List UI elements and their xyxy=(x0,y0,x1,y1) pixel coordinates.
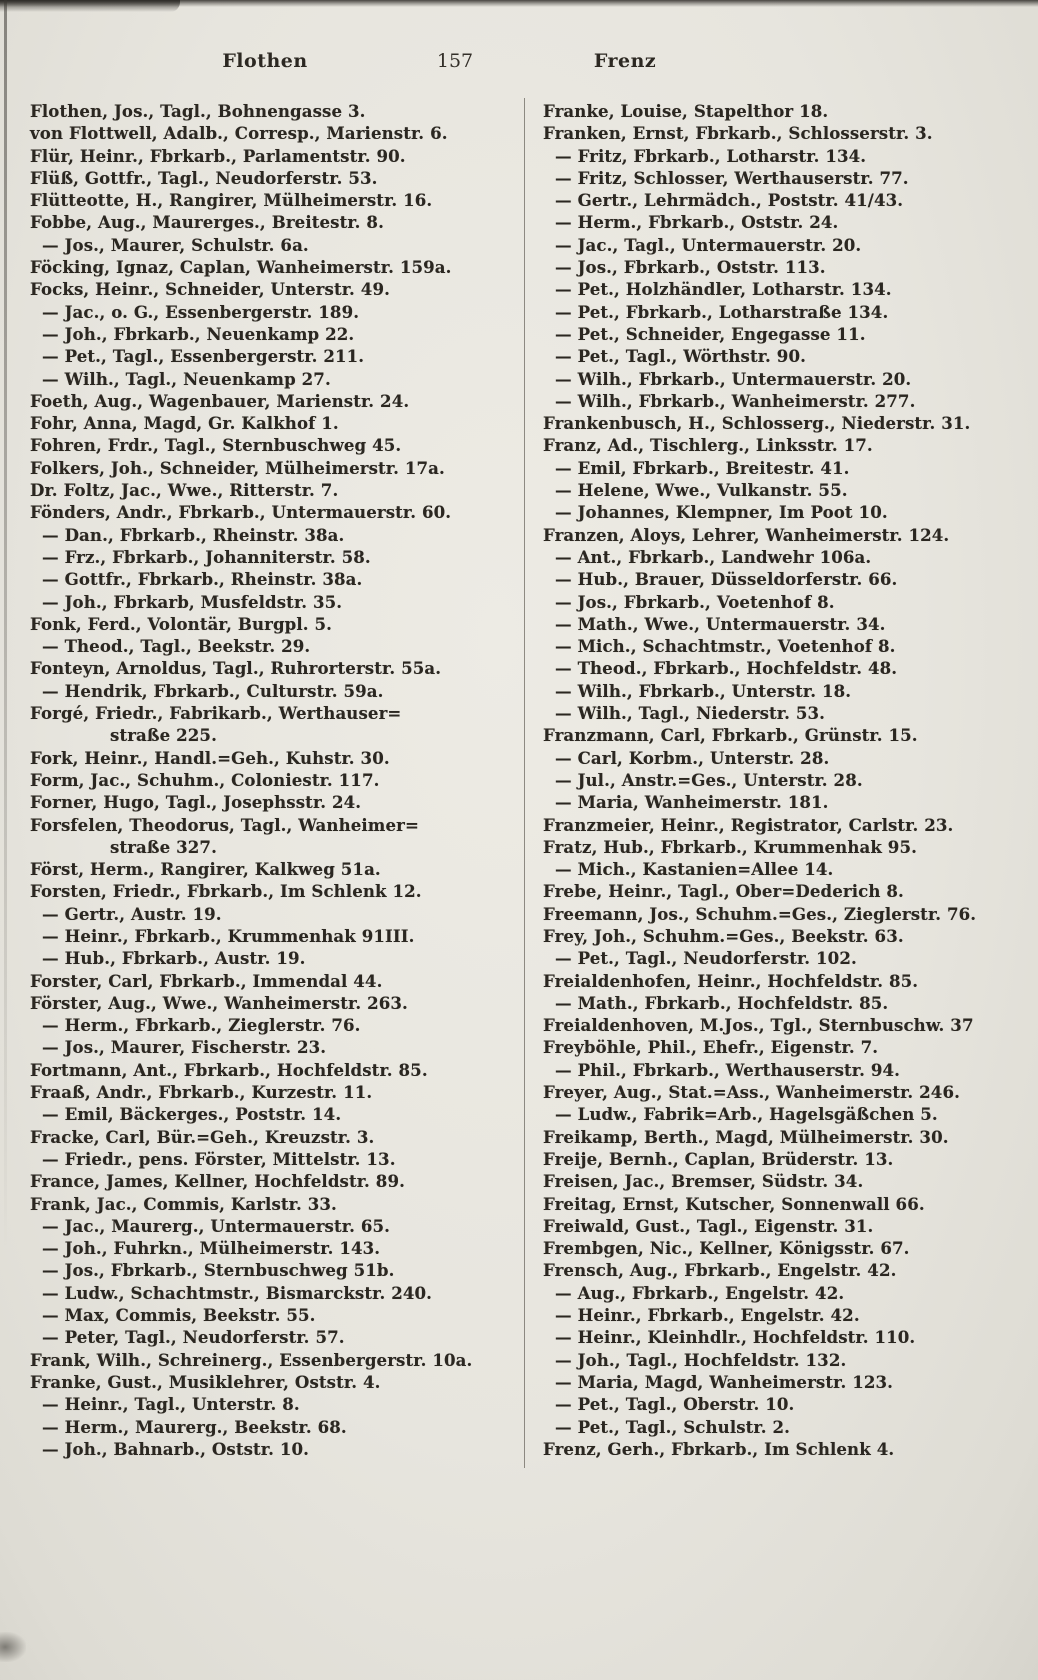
directory-entry-line: Frankenbusch, H., Schlosserg., Niederstr. 31. xyxy=(543,413,971,434)
directory-entry-line: Först, Herm., Rangirer, Kalkweg 51a. xyxy=(30,859,381,880)
page-number: 157 xyxy=(436,50,474,72)
directory-entry-line: — Heinr., Fbrkarb., Krummenhak 91III. xyxy=(42,925,415,946)
directory-entry-line: Frank, Wilh., Schreinerg., Essenbergerstr. 10a. xyxy=(30,1349,473,1370)
directory-entry-line: Focks, Heinr., Schneider, Unterstr. 49. xyxy=(30,279,390,300)
directory-entry-line: — Jac., Tagl., Untermauerstr. 20. xyxy=(555,234,862,255)
directory-entry-line: Freiwald, Gust., Tagl., Eigenstr. 31. xyxy=(543,1215,874,1236)
directory-entry-line: — Frz., Fbrkarb., Johanniterstr. 58. xyxy=(42,546,371,567)
directory-entry-line: — Wilh., Tagl., Niederstr. 53. xyxy=(555,703,826,724)
directory-entry-line: — Emil, Fbrkarb., Breitestr. 41. xyxy=(555,457,850,478)
directory-entry-line: — Hub., Brauer, Düsseldorferstr. 66. xyxy=(555,569,898,590)
directory-entry-line: — Jac., Maurerg., Untermauerstr. 65. xyxy=(42,1215,390,1236)
directory-entry-line: — Mich., Kastanien=Allee 14. xyxy=(555,859,834,880)
directory-entry-line: — Joh., Tagl., Hochfeldstr. 132. xyxy=(555,1349,847,1370)
header-keyword-right: Frenz xyxy=(593,50,657,72)
directory-entry-line: Freialdenhoven, M.Jos., Tgl., Sternbuschw. 37 xyxy=(543,1015,974,1036)
left-column xyxy=(30,100,512,1460)
directory-entry-line: — Aug., Fbrkarb., Engelstr. 42. xyxy=(555,1282,845,1303)
directory-entry-line: Folkers, Joh., Schneider, Mülheimerstr. 17a. xyxy=(30,457,445,478)
directory-entry-line: Freialdenhofen, Heinr., Hochfeldstr. 85. xyxy=(543,970,919,991)
directory-entry-line: Frank, Jac., Commis, Karlstr. 33. xyxy=(30,1193,337,1214)
directory-entry-line: — Fritz, Fbrkarb., Lotharstr. 134. xyxy=(555,145,867,166)
directory-entry-line: Freyböhle, Phil., Ehefr., Eigenstr. 7. xyxy=(543,1037,879,1058)
directory-entry-line: Flüß, Gottfr., Tagl., Neudorferstr. 53. xyxy=(30,167,378,188)
directory-entry-line: — Heinr., Fbrkarb., Engelstr. 42. xyxy=(555,1305,860,1326)
directory-entry-line: — Gottfr., Fbrkarb., Rheinstr. 38a. xyxy=(42,569,363,590)
directory-entry-line: — Friedr., pens. Förster, Mittelstr. 13. xyxy=(42,1148,396,1169)
directory-entry-line: — Heinr., Kleinhdlr., Hochfeldstr. 110. xyxy=(555,1327,916,1348)
header-keyword-left: Flothen xyxy=(222,50,308,72)
directory-entry-line: Frembgen, Nic., Kellner, Königsstr. 67. xyxy=(543,1238,910,1259)
directory-entry-line: Flür, Heinr., Fbrkarb., Parlamentstr. 90. xyxy=(30,145,406,166)
directory-entry-line: Förster, Aug., Wwe., Wanheimerstr. 263. xyxy=(30,992,408,1013)
directory-entry-line: Frenz, Gerh., Fbrkarb., Im Schlenk 4. xyxy=(543,1438,895,1459)
column-divider-rule xyxy=(524,98,525,1468)
directory-entry-line: — Ant., Fbrkarb., Landwehr 106a. xyxy=(555,546,872,567)
directory-entry-line: Franzmeier, Heinr., Registrator, Carlstr. 23. xyxy=(543,814,954,835)
directory-entry-line: Franzmann, Carl, Fbrkarb., Grünstr. 15. xyxy=(543,725,918,746)
directory-entry-line: — Ludw., Schachtmstr., Bismarckstr. 240. xyxy=(42,1282,433,1303)
directory-entry-line: — Theod., Tagl., Beekstr. 29. xyxy=(42,636,311,657)
directory-entry-line: France, James, Kellner, Hochfeldstr. 89. xyxy=(30,1171,405,1192)
directory-entry-line: — Jul., Anstr.=Ges., Unterstr. 28. xyxy=(555,769,863,790)
directory-entry-line: Foeth, Aug., Wagenbauer, Marienstr. 24. xyxy=(30,390,410,411)
directory-entry-line: — Pet., Tagl., Schulstr. 2. xyxy=(555,1416,791,1437)
directory-entry-line: — Joh., Bahnarb., Oststr. 10. xyxy=(42,1438,310,1459)
directory-entry-line: — Gertr., Lehrmädch., Poststr. 41/43. xyxy=(555,190,904,211)
directory-entry-line: — Jos., Fbrkarb., Voetenhof 8. xyxy=(555,591,835,612)
directory-entry-line: Freije, Bernh., Caplan, Brüderstr. 13. xyxy=(543,1148,894,1169)
directory-entry-line: Frebe, Heinr., Tagl., Ober=Dederich 8. xyxy=(543,881,904,902)
directory-entry-line: Forster, Carl, Fbrkarb., Immendal 44. xyxy=(30,970,383,991)
directory-entry-line: Fraaß, Andr., Fbrkarb., Kurzestr. 11. xyxy=(30,1082,373,1103)
directory-entry-line: Freyer, Aug., Stat.=Ass., Wanheimerstr. 246. xyxy=(543,1082,960,1103)
entry-continuation-line: straße 327. xyxy=(110,836,217,857)
scan-artifact-left-edge xyxy=(4,0,7,1250)
directory-entry-line: — Max, Commis, Beekstr. 55. xyxy=(42,1305,316,1326)
directory-entry-line: — Maria, Magd, Wanheimerstr. 123. xyxy=(555,1371,894,1392)
directory-entry-line: Fohren, Frdr., Tagl., Sternbuschweg 45. xyxy=(30,435,402,456)
directory-entry-line: Freemann, Jos., Schuhm.=Ges., Zieglerstr. 76. xyxy=(543,903,977,924)
directory-entry-line: — Theod., Fbrkarb., Hochfeldstr. 48. xyxy=(555,658,898,679)
directory-entry-line: — Herm., Fbrkarb., Oststr. 24. xyxy=(555,212,839,233)
directory-entry-line: — Phil., Fbrkarb., Werthauserstr. 94. xyxy=(555,1059,901,1080)
scan-artifact-top-left-corner xyxy=(0,0,180,12)
directory-entry-line: Flothen, Jos., Tagl., Bohnengasse 3. xyxy=(30,101,366,121)
directory-entry-line: — Mich., Schachtmstr., Voetenhof 8. xyxy=(555,636,896,657)
directory-entry-line: Franzen, Aloys, Lehrer, Wanheimerstr. 124. xyxy=(543,524,950,545)
directory-entry-line: Fonteyn, Arnoldus, Tagl., Ruhrorterstr. 55a. xyxy=(30,658,442,679)
directory-entry-line: Franz, Ad., Tischlerg., Linksstr. 17. xyxy=(543,435,873,456)
directory-entry-line: Föcking, Ignaz, Caplan, Wanheimerstr. 159a. xyxy=(30,257,452,278)
directory-entry-line: — Wilh., Tagl., Neuenkamp 27. xyxy=(42,368,331,389)
entry-continuation-line: straße 225. xyxy=(110,725,217,746)
directory-entry-line: von Flottwell, Adalb., Corresp., Marienstr. 6. xyxy=(30,123,448,144)
directory-entry-line: — Jos., Fbrkarb., Oststr. 113. xyxy=(555,257,826,278)
directory-entry-line: Forsfelen, Theodorus, Tagl., Wanheimer= xyxy=(30,814,419,835)
directory-entry-line: — Jos., Fbrkarb., Sternbuschweg 51b. xyxy=(42,1260,395,1281)
directory-entry-line: — Peter, Tagl., Neudorferstr. 57. xyxy=(42,1327,345,1348)
directory-entry-line: — Jac., o. G., Essenbergerstr. 189. xyxy=(42,301,360,322)
directory-entry-line: Franke, Gust., Musiklehrer, Oststr. 4. xyxy=(30,1371,381,1392)
right-column xyxy=(543,100,1011,1460)
directory-entry-line: — Wilh., Fbrkarb., Unterstr. 18. xyxy=(555,680,852,701)
directory-entry-line: Forgé, Friedr., Fabrikarb., Werthauser= xyxy=(30,703,402,724)
directory-entry-line: — Wilh., Fbrkarb., Wanheimerstr. 277. xyxy=(555,390,916,411)
directory-entry-line: — Pet., Tagl., Neudorferstr. 102. xyxy=(555,948,857,969)
directory-entry-line: — Joh., Fbrkarb., Neuenkamp 22. xyxy=(42,323,355,344)
directory-entry-line: — Dan., Fbrkarb., Rheinstr. 38a. xyxy=(42,524,345,545)
directory-entry-line: — Herm., Fbrkarb., Zieglerstr. 76. xyxy=(42,1015,361,1036)
directory-entry-line: Fohr, Anna, Magd, Gr. Kalkhof 1. xyxy=(30,413,339,434)
directory-entry-line: Dr. Foltz, Jac., Wwe., Ritterstr. 7. xyxy=(30,480,339,501)
directory-entry-line: — Pet., Holzhändler, Lotharstr. 134. xyxy=(555,279,892,300)
directory-entry-line: — Pet., Tagl., Essenbergerstr. 211. xyxy=(42,346,365,367)
directory-entry-line: Frey, Joh., Schuhm.=Ges., Beekstr. 63. xyxy=(543,925,904,946)
directory-entry-line: — Jos., Maurer, Fischerstr. 23. xyxy=(42,1037,327,1058)
directory-entry-line: — Helene, Wwe., Vulkanstr. 55. xyxy=(555,480,848,501)
directory-entry-line: — Herm., Maurerg., Beekstr. 68. xyxy=(42,1416,347,1437)
directory-entry-line: — Hub., Fbrkarb., Austr. 19. xyxy=(42,948,306,969)
directory-entry-line: Forner, Hugo, Tagl., Josephsstr. 24. xyxy=(30,792,362,813)
directory-entry-line: — Jos., Maurer, Schulstr. 6a. xyxy=(42,234,309,255)
directory-entry-line: Freisen, Jac., Bremser, Südstr. 34. xyxy=(543,1171,864,1192)
directory-entry-line: Freikamp, Berth., Magd, Mülheimerstr. 30. xyxy=(543,1126,949,1147)
directory-entry-line: Fratz, Hub., Fbrkarb., Krummenhak 95. xyxy=(543,836,917,857)
directory-entry-line: Forsten, Friedr., Fbrkarb., Im Schlenk 12. xyxy=(30,881,422,902)
directory-entry-line: — Joh., Fbrkarb, Musfeldstr. 35. xyxy=(42,591,343,612)
page-header xyxy=(0,50,1038,78)
directory-entry-line: — Ludw., Fabrik=Arb., Hagelsgäßchen 5. xyxy=(555,1104,938,1125)
directory-entry-line: — Math., Fbrkarb., Hochfeldstr. 85. xyxy=(555,992,889,1013)
directory-entry-line: Fork, Heinr., Handl.=Geh., Kuhstr. 30. xyxy=(30,747,390,768)
directory-entry-line: Flütteotte, H., Rangirer, Mülheimerstr. 16. xyxy=(30,190,433,211)
directory-entry-line: — Pet., Tagl., Wörthstr. 90. xyxy=(555,346,806,367)
directory-entry-line: Fobbe, Aug., Maurerges., Breitestr. 8. xyxy=(30,212,384,233)
directory-entry-line: — Wilh., Fbrkarb., Untermauerstr. 20. xyxy=(555,368,912,389)
directory-entry-line: Fracke, Carl, Bür.=Geh., Kreuzstr. 3. xyxy=(30,1126,375,1147)
directory-entry-line: — Fritz, Schlosser, Werthauserstr. 77. xyxy=(555,167,909,188)
directory-entry-line: — Pet., Schneider, Engegasse 11. xyxy=(555,323,866,344)
directory-entry-line: — Emil, Bäckerges., Poststr. 14. xyxy=(42,1104,342,1125)
directory-entry-line: Fortmann, Ant., Fbrkarb., Hochfeldstr. 85. xyxy=(30,1059,428,1080)
directory-entry-line: — Pet., Tagl., Oberstr. 10. xyxy=(555,1394,795,1415)
directory-entry-line: Franke, Louise, Stapelthor 18. xyxy=(543,101,829,121)
directory-entry-line: — Heinr., Tagl., Unterstr. 8. xyxy=(42,1394,300,1415)
directory-entry-line: — Carl, Korbm., Unterstr. 28. xyxy=(555,747,830,768)
directory-entry-line: Form, Jac., Schuhm., Coloniestr. 117. xyxy=(30,769,380,790)
directory-entry-line: Fönders, Andr., Fbrkarb., Untermauerstr. 60. xyxy=(30,502,452,523)
directory-entry-line: — Maria, Wanheimerstr. 181. xyxy=(555,792,829,813)
directory-entry-line: Fonk, Ferd., Volontär, Burgpl. 5. xyxy=(30,613,333,634)
scan-artifact-bottom-smudge xyxy=(0,1632,26,1662)
directory-entry-line: — Hendrik, Fbrkarb., Culturstr. 59a. xyxy=(42,680,384,701)
directory-entry-line: Frensch, Aug., Fbrkarb., Engelstr. 42. xyxy=(543,1260,897,1281)
directory-entry-line: — Pet., Fbrkarb., Lotharstraße 134. xyxy=(555,301,889,322)
directory-entry-line: — Math., Wwe., Untermauerstr. 34. xyxy=(555,613,886,634)
directory-entry-line: Franken, Ernst, Fbrkarb., Schlosserstr. 3. xyxy=(543,123,933,144)
directory-entry-line: — Joh., Fuhrkn., Mülheimerstr. 143. xyxy=(42,1238,381,1259)
directory-entry-line: — Johannes, Klempner, Im Poot 10. xyxy=(555,502,888,523)
directory-entry-line: — Gertr., Austr. 19. xyxy=(42,903,222,924)
directory-entry-line: Freitag, Ernst, Kutscher, Sonnenwall 66. xyxy=(543,1193,925,1214)
